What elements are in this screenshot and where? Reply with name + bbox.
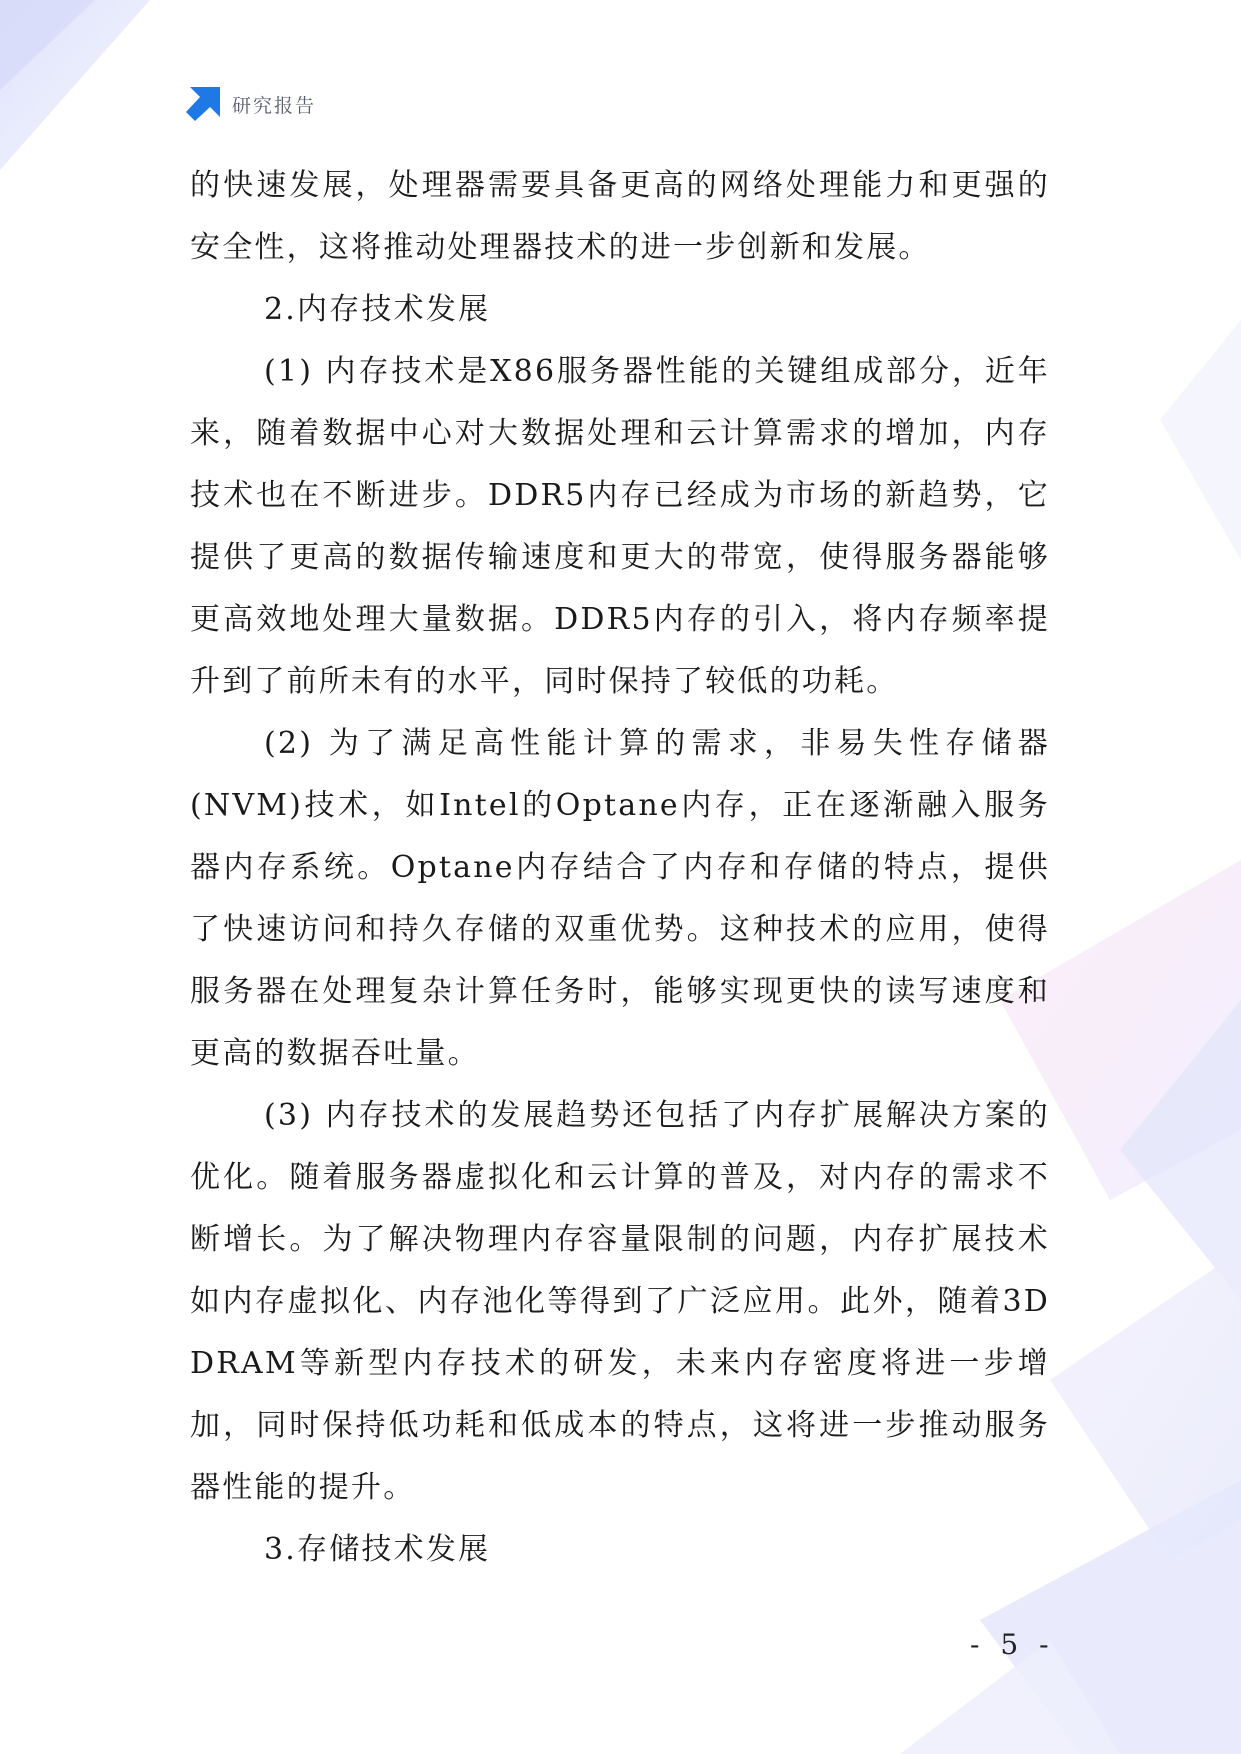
page-number: - 5 - xyxy=(970,1628,1055,1661)
report-header xyxy=(186,86,316,122)
paragraph-memory-2: (2) 为了满足高性能计算的需求，非易失性存储器(NVM)技术，如Intel的Optane内存，正在逐渐融入服务器内存系统。Optane内存结合了内存和存储的特点，提供了快速访问和持久存储的双重优势。这种技术的应用，使得服务器在处理复杂计算任务时，能够实现更快的读写速度和更高的数据吞吐量。 xyxy=(190,726,1050,1071)
paragraph-continuation: 的快速发展，处理器需要具备更高的网络处理能力和更强的安全性，这将推动处理器技术的进一步创新和发展。 xyxy=(190,168,1050,265)
arrow-up-right-icon xyxy=(186,87,220,121)
document-body xyxy=(190,155,1050,1581)
paragraph-memory-1: (1) 内存技术是X86服务器性能的关键组成部分，近年来，随着数据中心对大数据处理和云计算需求的增加，内存技术也在不断进步。DDR5内存已经成为市场的新趋势，它提供了更高的数据传输速度和更大的带宽，使得服务器能够更高效地处理大量数据。DDR5内存的引入，将内存频率提升到了前所未有的水平，同时保持了较低的功耗。 xyxy=(190,354,1050,699)
paragraph-memory-3: (3) 内存技术的发展趋势还包括了内存扩展解决方案的优化。随着服务器虚拟化和云计算的普及，对内存的需求不断增长。为了解决物理内存容量限制的问题，内存扩展技术如内存虚拟化、内存池化等得到了广泛应用。此外，随着3D DRAM等新型内存技术的研发，未来内存密度将进一步增加，同时保持低功耗和低成本的特点，这将进一步推动服务器性能的提升。 xyxy=(190,1098,1050,1505)
section-heading-memory: 2.内存技术发展 xyxy=(264,292,491,327)
section-heading-storage: 3.存储技术发展 xyxy=(264,1532,491,1567)
header-label: 研究报告 xyxy=(232,94,317,117)
